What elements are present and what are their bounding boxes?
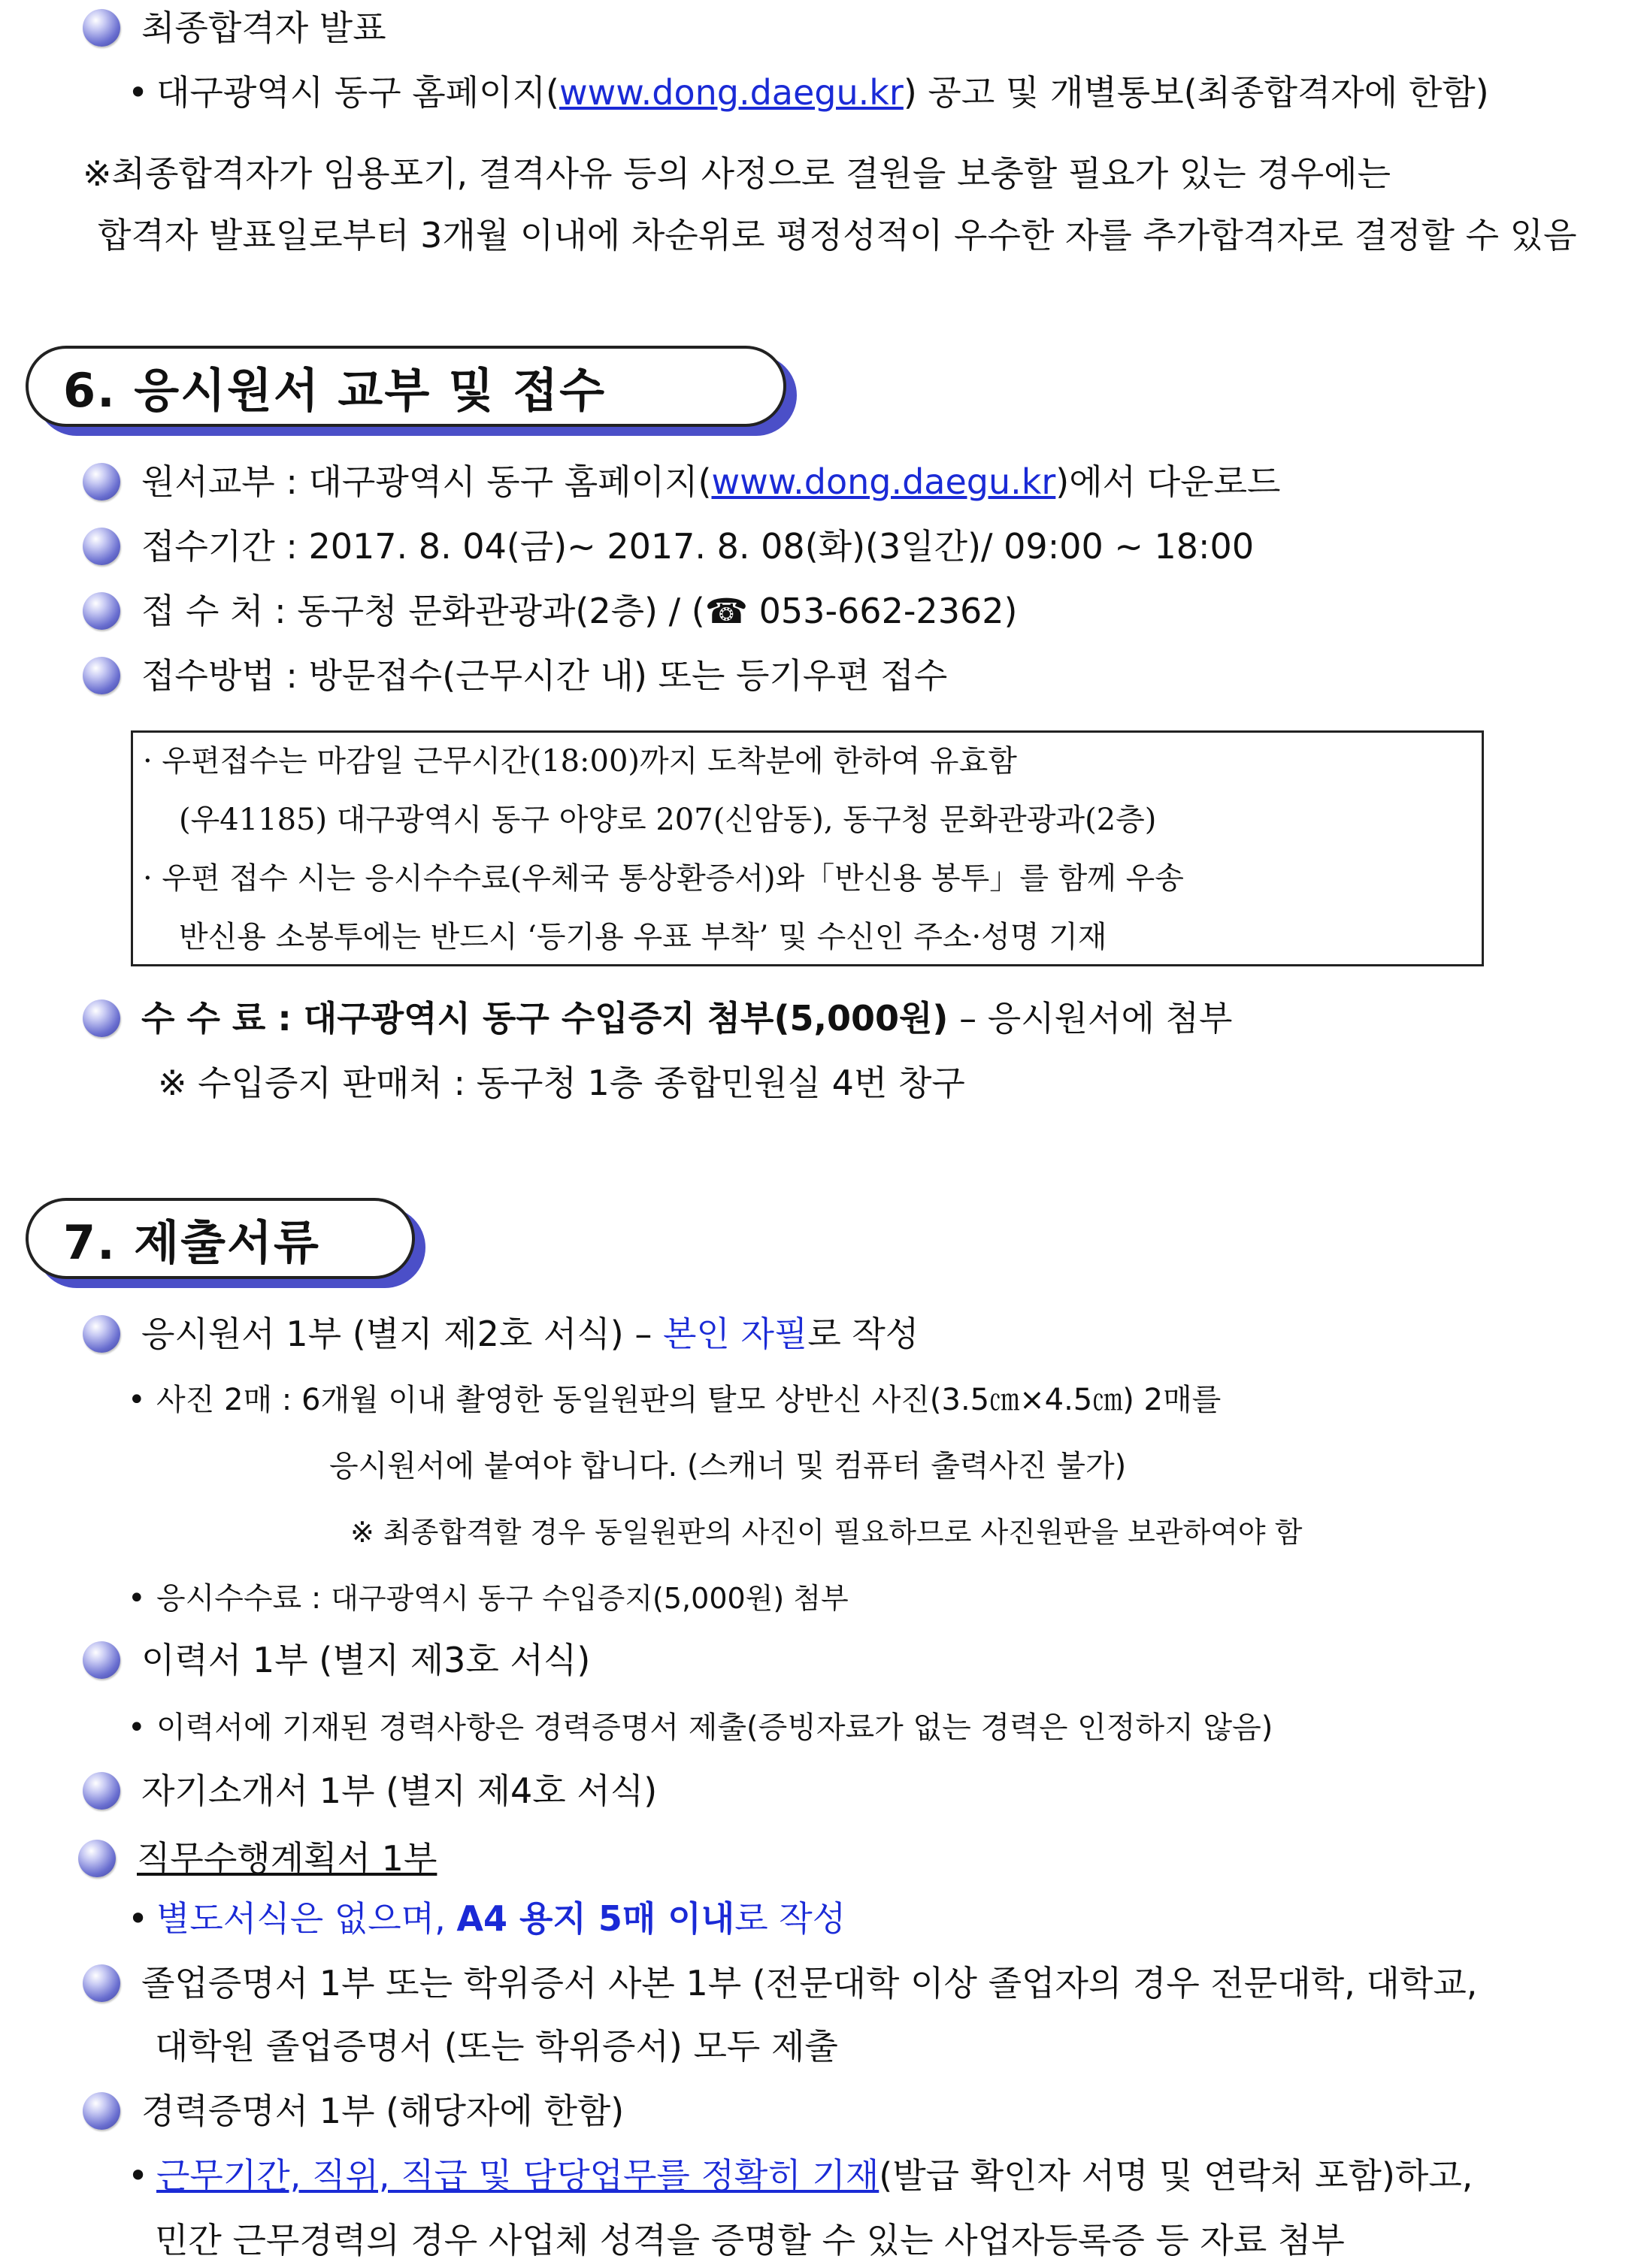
orb-bullet-icon [83, 463, 120, 500]
bullet-dot-icon: • [128, 1710, 146, 1745]
career-certificate-bullet: • 근무기간, 직위, 직급 및 담당업무를 정확히 기재(발급 확인자 서명 및 연락처 포함)하고, [128, 2155, 1473, 2196]
doc-graduation-certificate-line2: 대학원 졸업증명서 (또는 학위증서) 모두 제출 [155, 2026, 838, 2067]
reception-method-item: 접수방법 : 방문접수(근무시간 내) 또는 등기우편 접수 [83, 654, 947, 697]
final-announcement-bullet: • 대구광역시 동구 홈페이지(www.dong.daegu.kr) 공고 및 개별통보(최종합격자에 한함) [128, 72, 1489, 113]
mail-notice-line4: 반신용 소봉투에는 반드시 ‘등기용 우표 부착’ 및 수신인 주소·성명 기재 [179, 920, 1107, 954]
orb-bullet-icon [78, 1840, 116, 1877]
section-7-heading: 7. 제출서류 [26, 1198, 415, 1279]
career-certificate-line2: 민간 근무경력의 경우 사업체 성격을 증명할 수 있는 사업자등록증 등 자료 첨부 [155, 2220, 1345, 2260]
reception-place-item: 접 수 처 : 동구청 문화관광과(2층) / (☎ 053-662-2362) [83, 589, 1017, 633]
mail-notice-line1: · 우편접수는 마감일 근무시간(18:00)까지 도착분에 한하여 유효함 [143, 744, 1017, 779]
doc-job-plan: 직무수행계획서 1부 [78, 1837, 437, 1880]
mail-notice-line2: (우41185) 대구광역시 동구 아양로 207(신암동), 동구청 문화관광과(2층) [179, 803, 1157, 837]
additional-pass-note-line1: ※최종합격자가 임용포기, 결격사유 등의 사정으로 결원을 보충할 필요가 있는 경우에는 [83, 153, 1391, 194]
orb-bullet-icon [83, 2092, 120, 2130]
orb-bullet-icon [83, 9, 120, 47]
final-announcement-heading: 최종합격자 발표 [83, 6, 386, 50]
doc-resume: 이력서 1부 (별지 제3호 서식) [83, 1638, 590, 1682]
orb-bullet-icon [83, 528, 120, 565]
orb-bullet-icon [83, 999, 120, 1037]
phone-icon: ☎ [704, 591, 749, 631]
fee-sale-place-note: ※ 수입증지 판매처 : 동구청 1층 종합민원실 4번 창구 [158, 1063, 965, 1103]
orb-bullet-icon [83, 1772, 120, 1810]
homepage-link[interactable]: www.dong.daegu.kr [559, 72, 904, 113]
bullet-dot-icon: • [128, 1581, 146, 1616]
job-plan-bullet: • 별도서식은 없으며, A4 용지 5매 이내로 작성 [128, 1898, 846, 1939]
orb-bullet-icon [83, 1964, 120, 2002]
orb-bullet-icon [83, 657, 120, 694]
fee-item: 수 수 료 : 대구광역시 동구 수입증지 첨부(5,000원) – 응시원서에 첨부 [83, 996, 1232, 1040]
photo-requirement-line1: • 사진 2매 : 6개월 이내 촬영한 동일원판의 탈모 상반신 사진(3.5㎝×4.5㎝) 2매를 [128, 1378, 1221, 1422]
bullet-dot-icon: • [128, 1898, 149, 1939]
resume-bullet: • 이력서에 기재된 경력사항은 경력증명서 제출(증빙자료가 없는 경력은 인정하지 않음) [128, 1706, 1273, 1749]
doc-application-form: 응시원서 1부 (별지 제2호 서식) – 본인 자필로 작성 [83, 1312, 919, 1356]
doc-graduation-certificate-line1: 졸업증명서 1부 또는 학위증서 사본 1부 (전문대학 이상 졸업자의 경우 전문대학, 대학교, [83, 1961, 1477, 2005]
photo-requirement-line2: 응시원서에 붙여야 합니다. (스캐너 및 컴퓨터 출력사진 불가) [329, 1449, 1127, 1483]
orb-bullet-icon [83, 1641, 120, 1679]
section-6-heading: 6. 응시원서 교부 및 접수 [26, 346, 786, 427]
orb-bullet-icon [83, 592, 120, 630]
bullet-dot-icon: • [128, 2155, 149, 2196]
photo-original-note: ※ 최종합격할 경우 동일원판의 사진이 필요하므로 사진원판을 보관하여야 함 [350, 1516, 1303, 1549]
bullet-dot-icon: • [128, 72, 149, 113]
application-distribution-item: 원서교부 : 대구광역시 동구 홈페이지(www.dong.daegu.kr)에서 다운로드 [83, 460, 1280, 503]
application-fee-bullet: • 응시수수료 : 대구광역시 동구 수입증지(5,000원) 첨부 [128, 1577, 849, 1620]
doc-career-certificate: 경력증명서 1부 (해당자에 한함) [83, 2089, 624, 2133]
additional-pass-note-line2: 합격자 발표일로부터 3개월 이내에 차순위로 평정성적이 우수한 자를 추가합격자로 결정할 수 있음 [98, 215, 1577, 256]
reception-period-item: 접수기간 : 2017. 8. 04(금)~ 2017. 8. 08(화)(3일간)/ 09:00 ~ 18:00 [83, 525, 1254, 568]
mail-notice-line3: · 우편 접수 시는 응시수수료(우체국 통상환증서)와「반신용 봉투」를 함께 우송 [143, 861, 1184, 896]
homepage-link[interactable]: www.dong.daegu.kr [711, 461, 1056, 502]
doc-self-introduction: 자기소개서 1부 (별지 제4호 서식) [83, 1769, 657, 1813]
orb-bullet-icon [83, 1315, 120, 1353]
bullet-dot-icon: • [128, 1383, 146, 1417]
